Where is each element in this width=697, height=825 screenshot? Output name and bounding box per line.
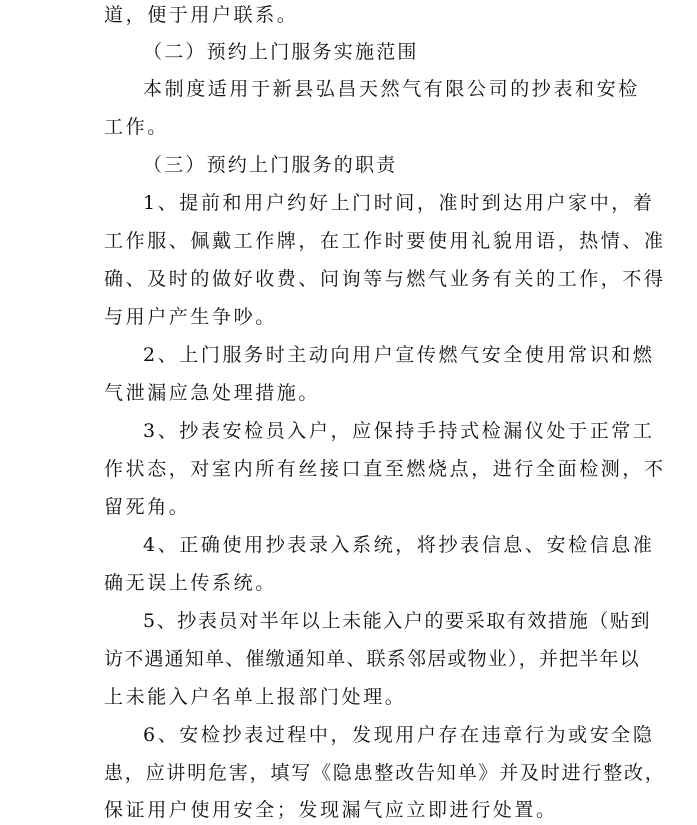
paragraph-line: 保证用户使用安全；发现漏气应立即进行处置。 — [104, 799, 558, 821]
paragraph-line: 工作。 — [104, 116, 169, 138]
paragraph-line: 1、提前和用户约好上门时间，准时到达用户家中，着 — [143, 192, 655, 214]
paragraph-line: 道，便于用户联系。 — [104, 4, 299, 26]
paragraph-line: 6、安检抄表过程中，发现用户存在违章行为或安全隐 — [143, 724, 655, 746]
section-heading: （三）预约上门服务的职责 — [143, 154, 398, 176]
paragraph-line: 确无误上传系统。 — [104, 572, 277, 594]
paragraph-line: 患，应讲明危害，填写《隐患整改告知单》并及时进行整改， — [104, 762, 666, 784]
paragraph-line: 5、抄表员对半年以上未能入户的要采取有效措施（贴到 — [143, 610, 652, 632]
paragraph-line: 气泄漏应急处理措施。 — [104, 382, 321, 404]
paragraph-line: 本制度适用于新县弘昌天然气有限公司的抄表和安检 — [143, 78, 640, 100]
paragraph-line: 3、抄表安检员入户，应保持手持式检漏仪处于正常工 — [143, 420, 655, 442]
paragraph-line: 作状态，对室内所有丝接口直至燃烧点，进行全面检测，不 — [104, 458, 666, 480]
paragraph-line: 2、上门服务时主动向用户宣传燃气安全使用常识和燃 — [143, 344, 655, 366]
section-heading: （二）预约上门服务实施范围 — [143, 41, 419, 63]
paragraph-line: 工作服、佩戴工作牌，在工作时要使用礼貌用语，热情、准 — [104, 230, 666, 252]
paragraph-line: 留死角。 — [104, 496, 191, 518]
paragraph-line: 确、及时的做好收费、问询等与燃气业务有关的工作，不得 — [104, 268, 666, 290]
paragraph-line: 4、正确使用抄表录入系统，将抄表信息、安检信息准 — [143, 534, 655, 556]
paragraph-line: 与用户产生争吵。 — [104, 306, 277, 328]
paragraph-line: 访不遇通知单、催缴通知单、联系邻居或物业），并把半年以 — [104, 648, 640, 670]
paragraph-line: 上未能入户名单上报部门处理。 — [104, 686, 407, 708]
